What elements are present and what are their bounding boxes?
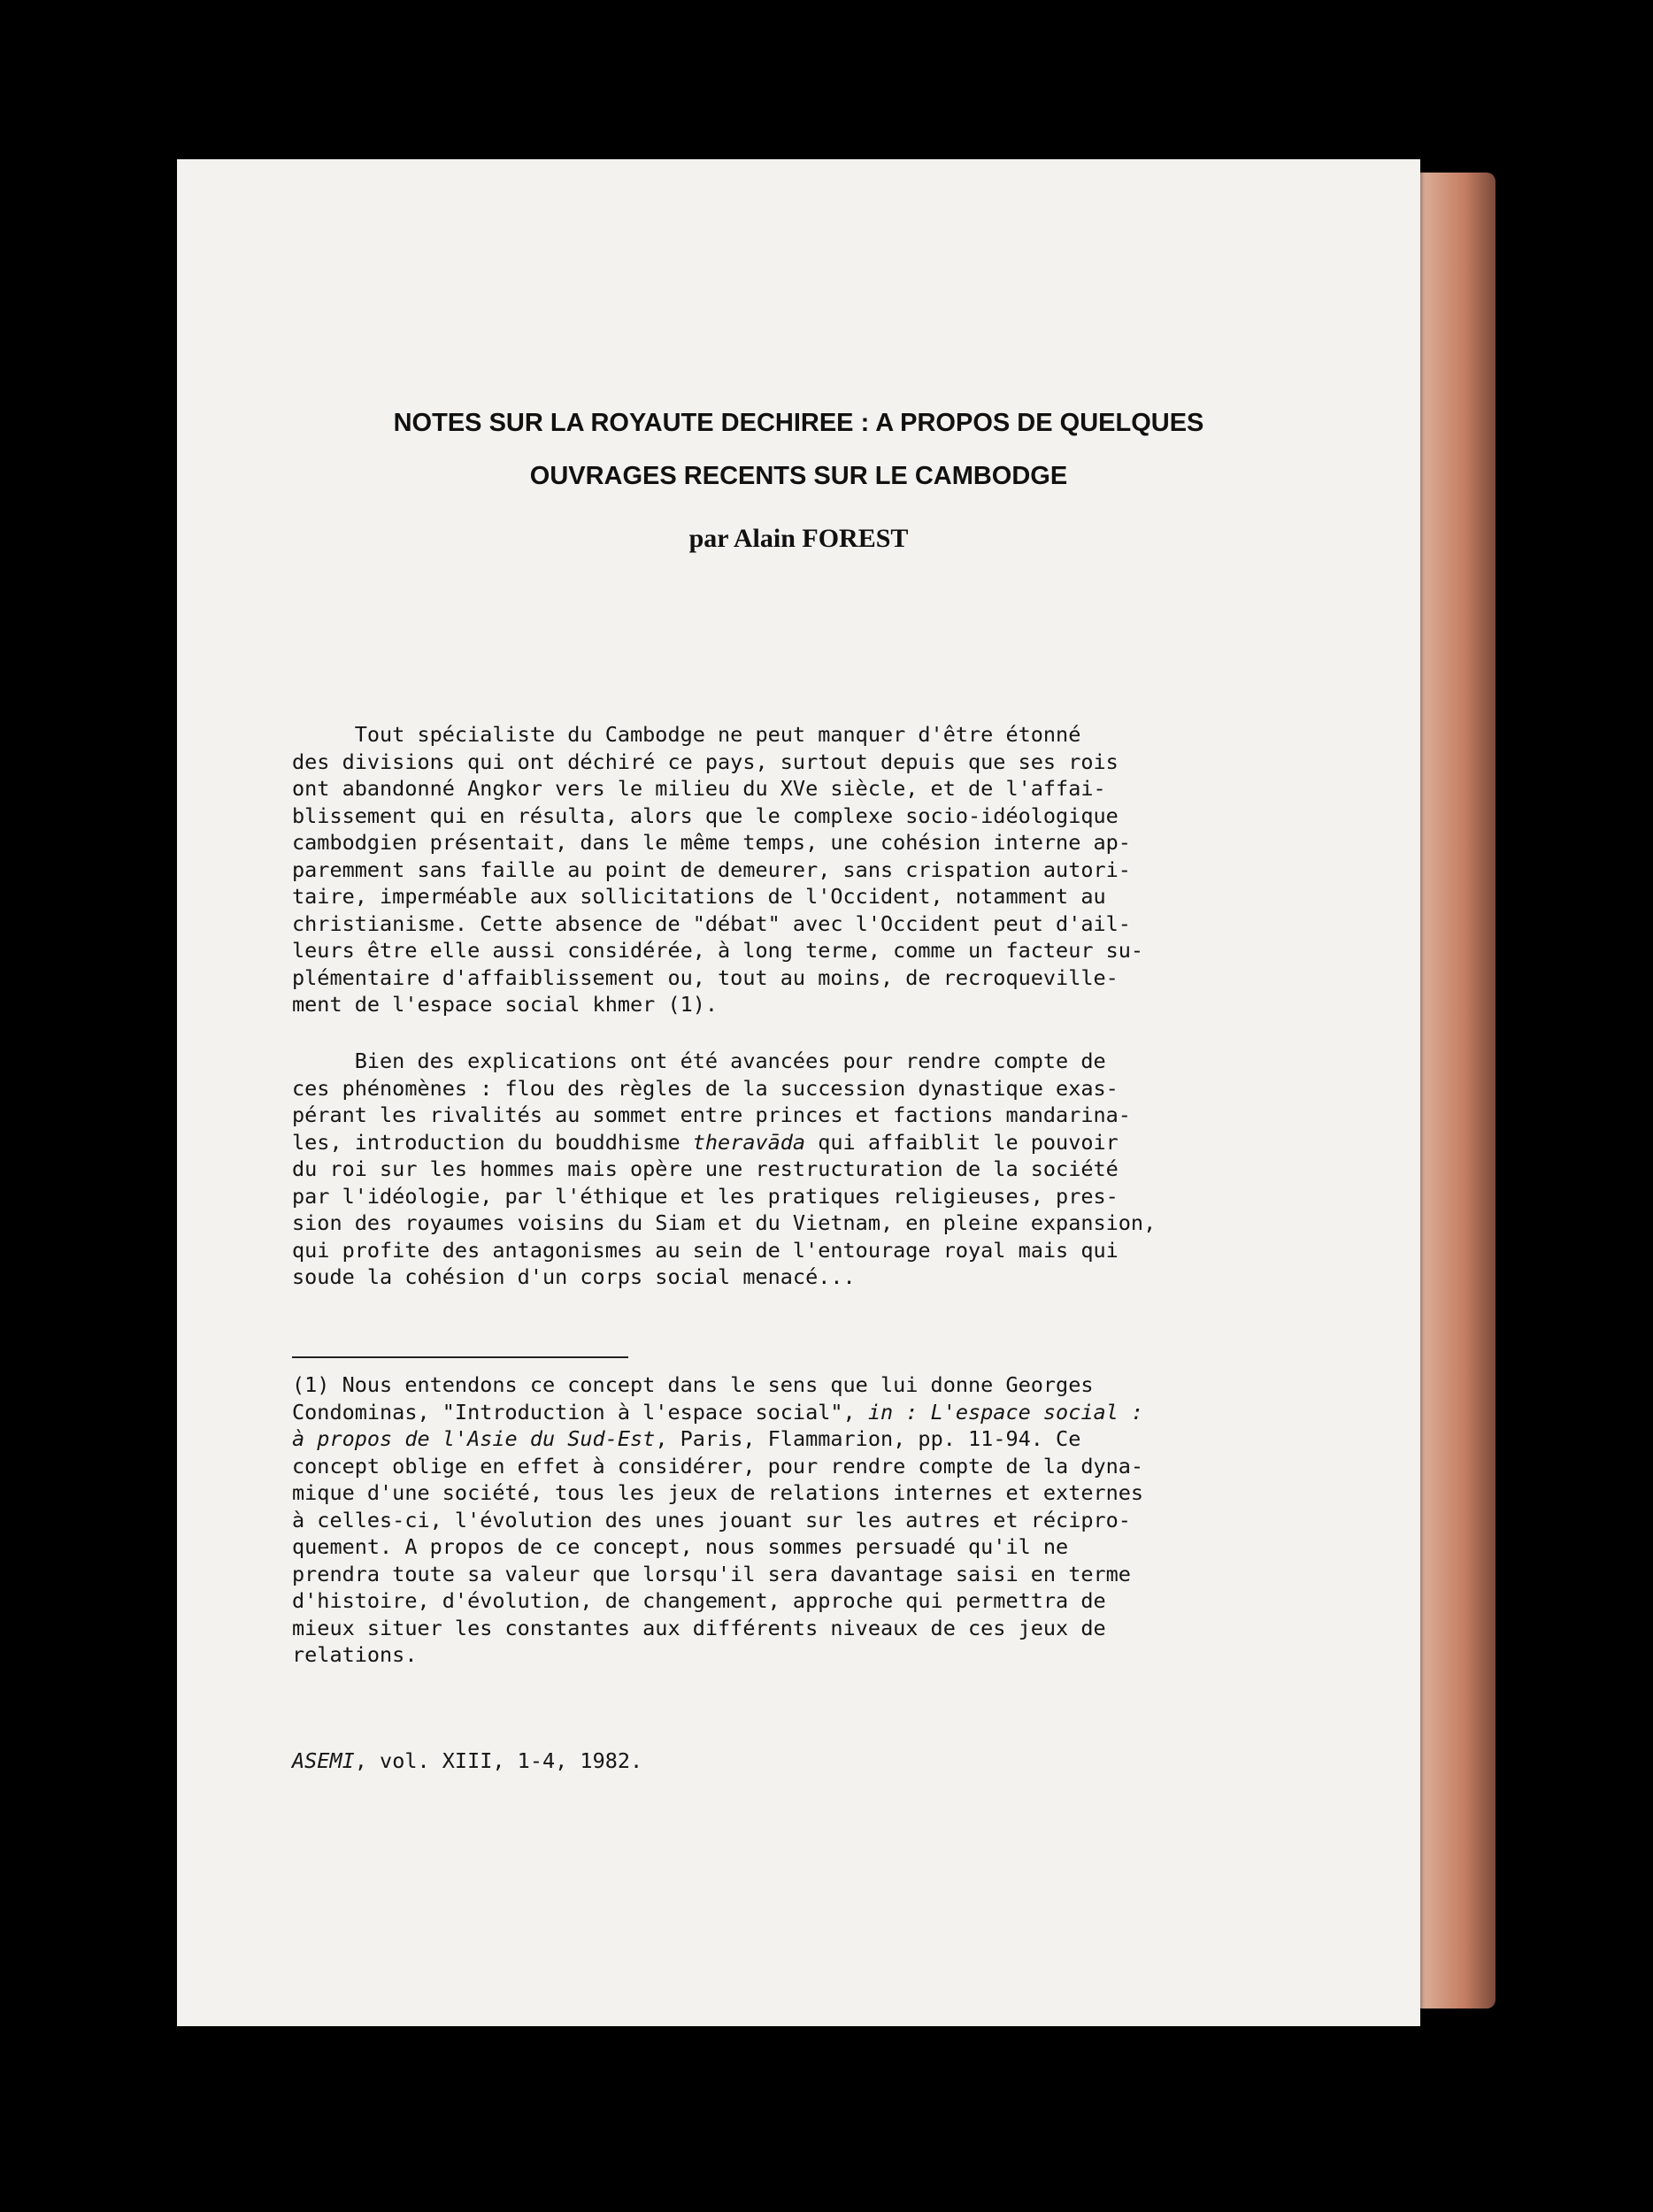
emphasis-book-title: in : L'espace social : (867, 1399, 1144, 1425)
text-line: mieux situer les constantes aux différents niveaux de ces jeux de (292, 1615, 1106, 1640)
text-line: à celles-ci, l'évolution des unes jouant sur les autres et récipro- (292, 1507, 1131, 1532)
text-line: des divisions qui ont déchiré ce pays, surtout depuis que ses rois (292, 749, 1119, 774)
text-line: cambodgien présentait, dans le même temps, une cohésion interne ap- (292, 830, 1131, 855)
text-segment: , Paris, Flammarion, pp. 11-94. Ce (655, 1426, 1081, 1451)
text-line: concept oblige en effet à considérer, pour rendre compte de la dyna- (292, 1453, 1144, 1479)
text-line: pérant les rivalités au sommet entre princes et factions mandarina- (292, 1102, 1131, 1127)
text-line: (1) Nous entendons ce concept dans le sens que lui donne Georges (292, 1372, 1094, 1397)
text-line: qui profite des antagonismes au sein de l'entourage royal mais qui (292, 1237, 1119, 1263)
text-line (292, 1425, 1389, 1453)
text-segment: Condominas, "Introduction à l'espace social", (292, 1399, 868, 1425)
text-line: blissement qui en résulta, alors que le complexe socio-idéologique (292, 803, 1119, 828)
journal-citation (292, 1747, 1389, 1775)
text-line: christianisme. Cette absence de "débat" avec l'Occident peut d'ail- (292, 910, 1131, 936)
footnote-1 (292, 1371, 1389, 1669)
emphasis-theravada: theravāda (692, 1129, 806, 1155)
text-line: soude la cohésion d'un corps social menacé... (292, 1264, 856, 1289)
footnote-separator (292, 1356, 628, 1358)
text-line: d'histoire, d'évolution, de changement, approche qui permettra de (292, 1588, 1106, 1613)
text-line: quement. A propos de ce concept, nous sommes persuadé qu'il ne (292, 1534, 1069, 1559)
document-page (177, 159, 1420, 2026)
emphasis-book-title: à propos de l'Asie du Sud-Est (292, 1426, 656, 1451)
paragraph-2 (292, 1048, 1389, 1291)
text-line: prendra toute sa valeur que lorsqu'il sera davantage saisi en terme (292, 1561, 1131, 1586)
text-line: par l'idéologie, par l'éthique et les pratiques religieuses, pres- (292, 1183, 1119, 1209)
paragraph-1 (292, 721, 1389, 1018)
text-line: Tout spécialiste du Cambodge ne peut manquer d'être étonné (292, 722, 1081, 747)
citation-details: , vol. XIII, 1-4, 1982. (354, 1748, 643, 1773)
text-line: ces phénomènes : flou des règles de la succession dynastique exas- (292, 1075, 1119, 1101)
author-byline: par Alain FOREST (688, 524, 909, 553)
text-line: du roi sur les hommes mais opère une restructuration de la société (292, 1156, 1119, 1181)
article-title-line-1: NOTES SUR LA ROYAUTE DECHIREE : A PROPOS DE QUELQUES (393, 409, 1204, 437)
text-line: paremment sans faille au point de demeurer, sans crispation autori- (292, 856, 1131, 882)
text-line (292, 1129, 1389, 1156)
text-line: leurs être elle aussi considérée, à long terme, comme un facteur su- (292, 938, 1144, 963)
text-line: plémentaire d'affaiblissement ou, tout au moins, de recroqueville- (292, 964, 1119, 990)
text-line (292, 1747, 1389, 1775)
text-line: ment de l'espace social khmer (1). (292, 992, 719, 1017)
text-segment: les, introduction du bouddhisme (292, 1129, 693, 1155)
text-line: relations. (292, 1642, 418, 1667)
text-line: taire, imperméable aux sollicitations de l'Occident, notamment au (292, 884, 1106, 909)
text-line: Bien des explications ont été avancées pour rendre compte de (292, 1048, 1106, 1073)
text-line: sion des royaumes voisins du Siam et du Vietnam, en pleine expansion, (292, 1210, 1157, 1235)
text-line (292, 1399, 1389, 1426)
article-title-line-2: OUVRAGES RECENTS SUR LE CAMBODGE (529, 462, 1068, 490)
journal-name: ASEMI (292, 1748, 355, 1773)
text-line: mique d'une société, tous les jeux de relations internes et externes (292, 1480, 1144, 1505)
text-line: ont abandonné Angkor vers le milieu du XVe siècle, et de l'affai- (292, 776, 1106, 801)
text-segment: qui affaiblit le pouvoir (805, 1129, 1119, 1155)
